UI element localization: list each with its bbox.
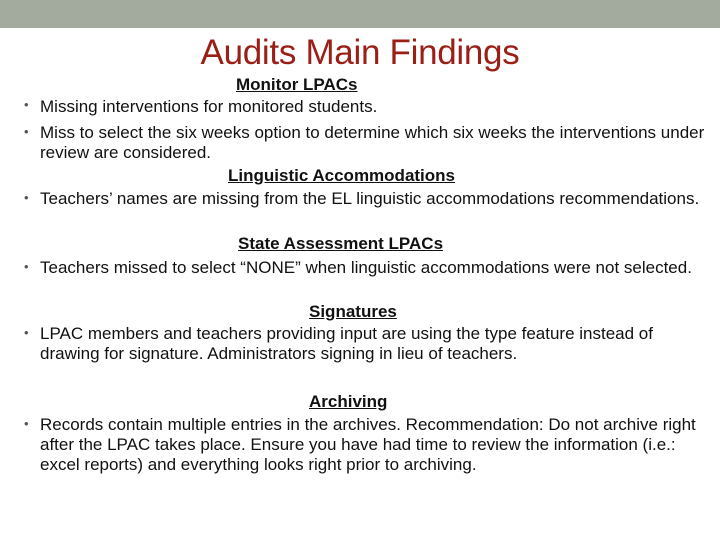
section-heading-linguistic-accommodations: Linguistic Accommodations (228, 166, 456, 185)
finding-item: LPAC members and teachers providing input are using the type feature instead of drawing for signature. Administrators signing in lieu of teachers. (40, 324, 653, 363)
bullet-dot: • (24, 259, 29, 274)
section-heading-signatures: Signatures (309, 302, 397, 321)
section-heading-archiving: Archiving (309, 392, 388, 411)
finding-item: Miss to select the six weeks option to determine which six weeks the interventions under review are considered. (40, 123, 705, 162)
section-heading-state-assessment-lpacs: State Assessment LPACs (238, 234, 444, 253)
bullet-dot: • (24, 416, 29, 431)
bullet-dot: • (24, 325, 29, 340)
bullet-dot: • (24, 97, 29, 112)
slide-title: Audits Main Findings (200, 33, 520, 72)
bullet-dot: • (24, 190, 29, 205)
section-heading-monitor-lpacs: Monitor LPACs (236, 75, 358, 94)
finding-item: Teachers’ names are missing from the EL linguistic accommodations recommendations. (40, 189, 700, 208)
bullet-dot: • (24, 124, 29, 139)
finding-item: Records contain multiple entries in the archives. Recommendation: Do not archive right after the LPAC takes place. Ensure you have had time to review the information (i.e.: excel reports) and everything looks right prior to archiving. (40, 415, 696, 474)
finding-item: Missing interventions for monitored students. (40, 97, 378, 116)
finding-item: Teachers missed to select “NONE” when linguistic accommodations were not selected. (40, 258, 692, 277)
